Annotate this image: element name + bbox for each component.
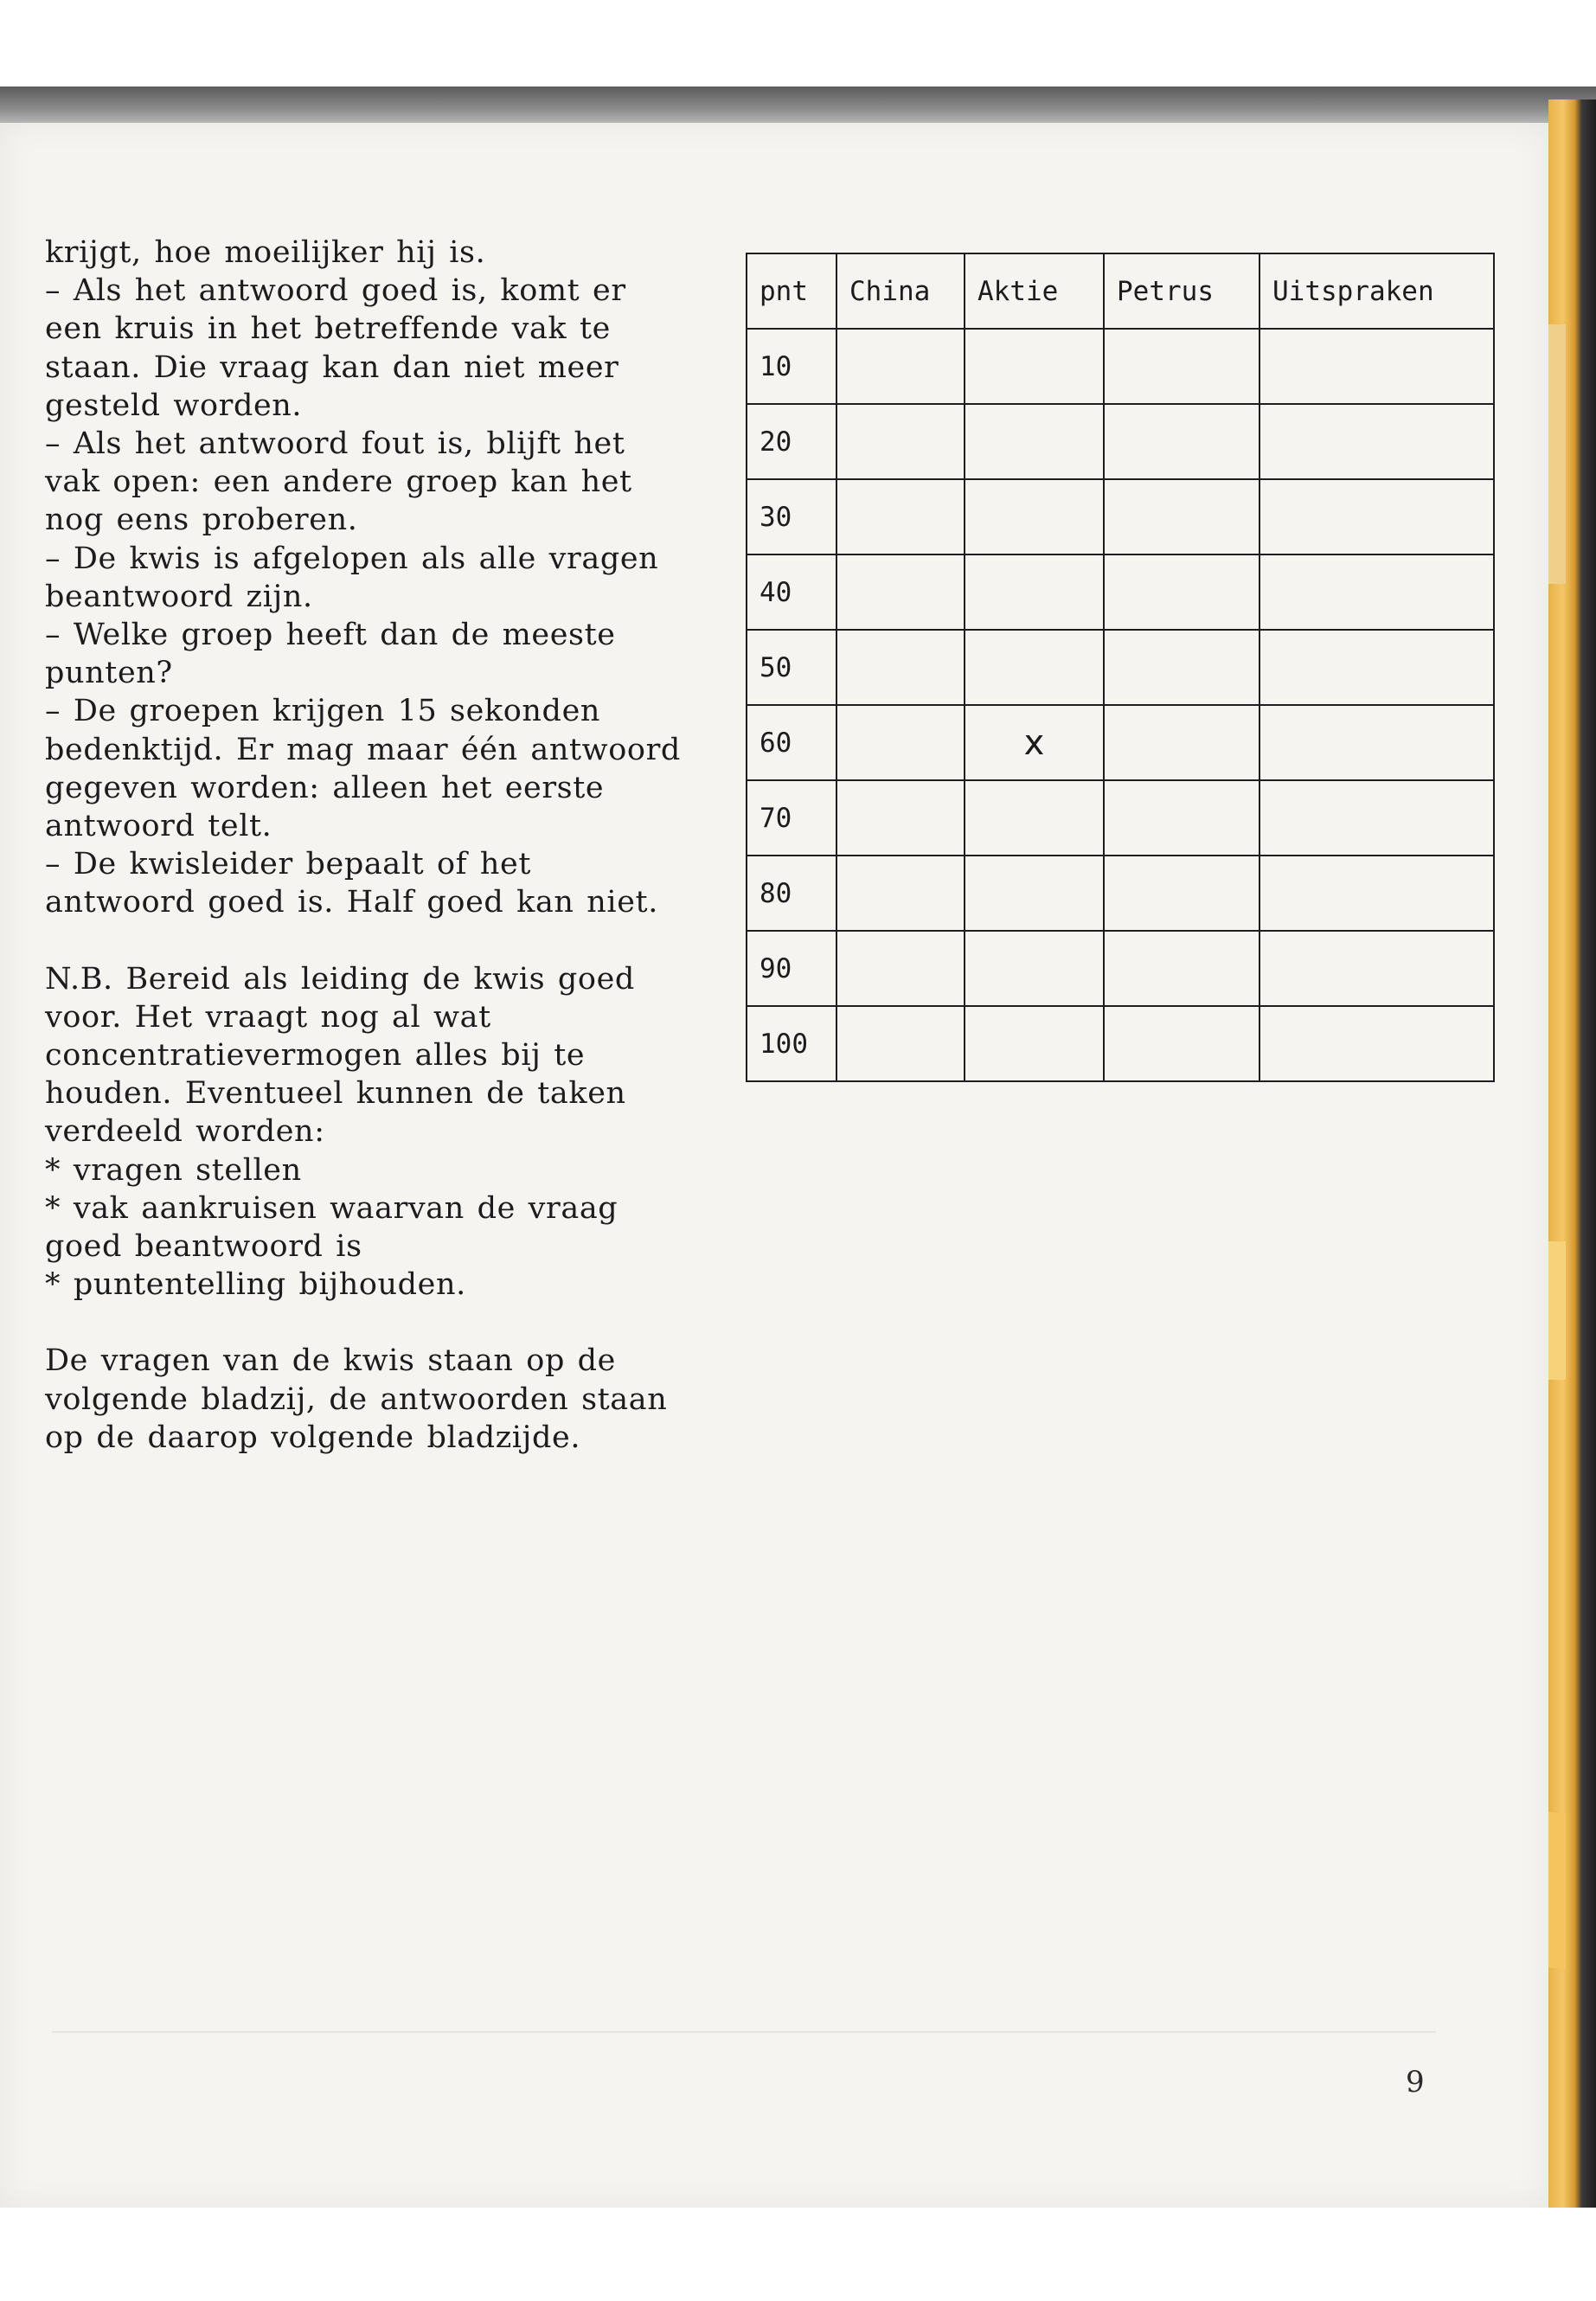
table-row [747,856,1494,931]
table-row [747,554,1494,630]
answer-cell [1104,931,1259,1006]
answer-cell [1104,630,1259,705]
binding-edge [1548,99,1596,2210]
header-pnt: pnt [747,253,836,329]
next-pages-paragraph: De vragen van de kwis staan op de volgende bladzij, de antwoorden staan op de daarop volgende bladzijde. [45,1343,668,1455]
scan-top-edge [0,87,1596,123]
answer-cell [1104,554,1259,630]
answer-cell [836,856,965,931]
points-cell: 60 [747,705,836,780]
answer-cell [836,705,965,780]
header-petrus: Petrus [1104,253,1259,329]
answer-cell [1259,630,1494,705]
bleed-through-line [52,2031,1436,2033]
answer-cell [1259,1006,1494,1081]
answer-cell [1104,856,1259,931]
answer-cell [1104,705,1259,780]
answer-cell [1259,780,1494,856]
answer-cell [965,554,1104,630]
header-uitspraken: Uitspraken [1259,253,1494,329]
answer-cell [1259,404,1494,479]
table-row [747,404,1494,479]
instructions-text [45,234,685,1457]
points-cell: 80 [747,856,836,931]
table-header-row [747,253,1494,329]
answer-cell [1259,479,1494,554]
header-aktie: Aktie [965,253,1104,329]
answer-cell [836,479,965,554]
points-cell: 100 [747,1006,836,1081]
answer-cell [1104,404,1259,479]
rules-paragraph: krijgt, hoe moeilijker hij is. – Als het antwoord goed is, komt er een kruis in het betreffende vak te staan. Die vraag kan dan niet meer gesteld worden. – Als het antwoord fout is, blijft het vak open: een andere groep kan het nog eens proberen. – De kwis is afgelopen als alle vragen beantwoord zijn. – Welke groep heeft dan de meeste punten? – De groepen krijgen 15 sekonden bedenktijd. Er mag maar één antwoord gegeven worden: alleen het eerste antwoord telt. – De kwisleider bepaalt of het antwoord goed is. Half goed kan niet. [45,235,681,920]
answer-cell [836,931,965,1006]
answer-cell [1104,780,1259,856]
table-row [747,931,1494,1006]
edge-tab [1548,1812,1566,1968]
edge-tab [1548,1241,1566,1380]
answer-cell [965,856,1104,931]
answer-cell [836,1006,965,1081]
answer-cell [965,931,1104,1006]
answer-cell [1104,479,1259,554]
answer-cell [965,329,1104,404]
answer-cell [965,705,1104,780]
answer-cell [836,554,965,630]
answer-cell [1259,856,1494,931]
answer-cell [965,479,1104,554]
points-cell: 90 [747,931,836,1006]
table-row [747,780,1494,856]
table-row [747,479,1494,554]
points-cell: 20 [747,404,836,479]
points-cell: 50 [747,630,836,705]
note-paragraph: N.B. Bereid als leiding de kwis goed voor. Het vraagt nog al wat concentratievermogen alles bij te houden. Eventueel kunnen de taken verdeeld worden: * vragen stellen * vak aankruisen waarvan de vraag goed beantwoord is * puntentelling bijhouden. [45,961,635,1303]
answer-cell [836,630,965,705]
answer-cell [836,780,965,856]
scan-bottom-margin [0,2208,1596,2301]
table-row [747,705,1494,780]
answer-cell [1259,554,1494,630]
points-cell: 30 [747,479,836,554]
points-cell: 10 [747,329,836,404]
header-china: China [836,253,965,329]
table-row [747,630,1494,705]
points-cell: 70 [747,780,836,856]
answer-cell [965,780,1104,856]
answer-cell [1104,1006,1259,1081]
score-table [746,253,1495,1082]
answer-cell [965,630,1104,705]
answer-cell [836,404,965,479]
edge-tab [1548,324,1566,584]
answer-cell [836,329,965,404]
table-row [747,329,1494,404]
answer-cell [1259,705,1494,780]
answer-cell [965,1006,1104,1081]
points-cell: 40 [747,554,836,630]
answer-cell [1259,931,1494,1006]
page-number: 9 [1406,2065,1425,2099]
answer-cell [1259,329,1494,404]
answer-cell [965,404,1104,479]
answer-cell [1104,329,1259,404]
table-row [747,1006,1494,1081]
cross-mark: x [1023,722,1045,763]
